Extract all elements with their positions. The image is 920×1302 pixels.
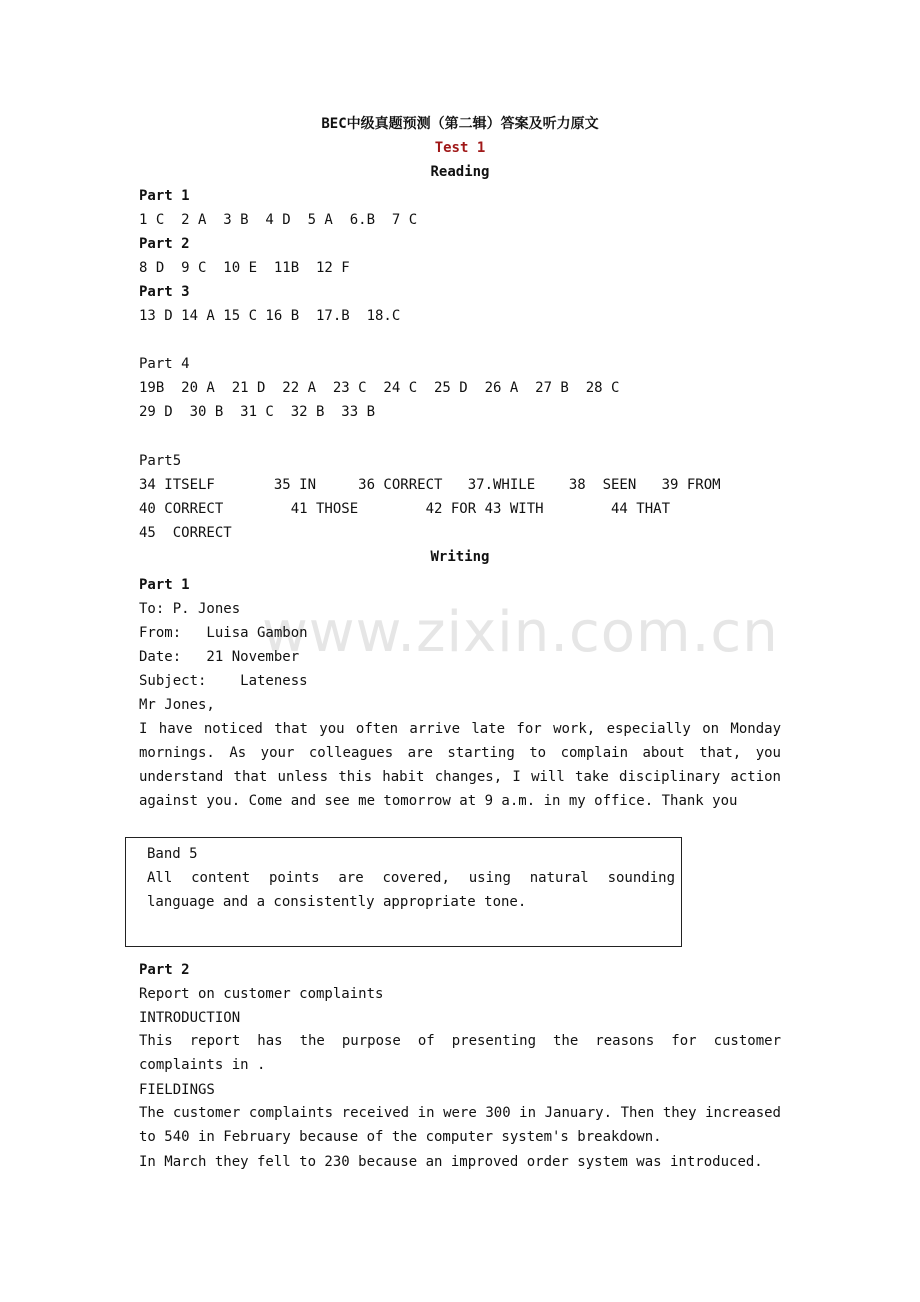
memo-date: Date: 21 November <box>139 649 300 665</box>
introduction-text: This report has the purpose of presenting the reasons for customer complaints in . <box>139 1033 781 1073</box>
memo-salutation: Mr Jones, <box>139 697 215 713</box>
memo-body: I have noticed that you often arrive late for work, especially on Monday mornings. As your colleagues are starting to complain about that, you understand that unless this habit changes, I will take disciplinary action against you. Come and see me tomorrow at 9 a.m. in my office. Thank you <box>139 721 781 809</box>
memo-from: From: Luisa Gambon <box>139 625 308 641</box>
reading-part5-line1: 34 ITSELF 35 IN 36 CORRECT 37.WHILE 38 SEEN 39 FROM <box>139 477 721 493</box>
test-label: Test 1 <box>434 140 486 156</box>
band-assessment-box <box>125 837 682 947</box>
reading-part4-line1: 19B 20 A 21 D 22 A 23 C 24 C 25 D 26 A 27 B 28 C <box>139 380 620 396</box>
reading-part1-label: Part 1 <box>139 188 190 204</box>
writing-part1-label: Part 1 <box>139 577 190 593</box>
reading-part3-answers: 13 D 14 A 15 C 16 B 17.B 18.C <box>139 308 401 324</box>
reading-part5-label: Part5 <box>139 453 182 469</box>
reading-part4-label: Part 4 <box>139 356 190 372</box>
reading-part5-line3: 45 CORRECT <box>139 525 232 541</box>
memo-subject: Subject: Lateness <box>139 673 308 689</box>
findings-text-2: In March they fell to 230 because an improved order system was introduced. <box>139 1154 763 1170</box>
reading-part5-line2: 40 CORRECT 41 THOSE 42 FOR 43 WITH 44 THAT <box>139 501 671 517</box>
reading-part4-line2: 29 D 30 B 31 C 32 B 33 B <box>139 404 376 420</box>
findings-heading: FIELDINGS <box>139 1082 215 1098</box>
band-comment: All content points are covered, using natural sounding language and a consistently appropriate tone. <box>147 870 675 910</box>
document-title: BEC中级真题预测（第二辑）答案及听力原文 <box>321 116 599 132</box>
reading-part3-label: Part 3 <box>139 284 190 300</box>
reading-part1-answers: 1 C 2 A 3 B 4 D 5 A 6.B 7 C <box>139 212 418 228</box>
writing-part2-label: Part 2 <box>139 962 190 978</box>
reading-part2-answers: 8 D 9 C 10 E 11B 12 F <box>139 260 350 276</box>
band-label: Band 5 <box>147 846 198 862</box>
reading-part2-label: Part 2 <box>139 236 190 252</box>
report-title: Report on customer complaints <box>139 986 384 1002</box>
findings-text: The customer complaints received in were 300 in January. Then they increased to 540 in February because of the computer system's breakdown. <box>139 1105 781 1145</box>
memo-to: To: P. Jones <box>139 601 241 617</box>
writing-heading: Writing <box>430 549 490 565</box>
watermark: www.zixin.com.cn <box>262 600 779 665</box>
reading-heading: Reading <box>430 164 490 180</box>
introduction-heading: INTRODUCTION <box>139 1010 241 1026</box>
